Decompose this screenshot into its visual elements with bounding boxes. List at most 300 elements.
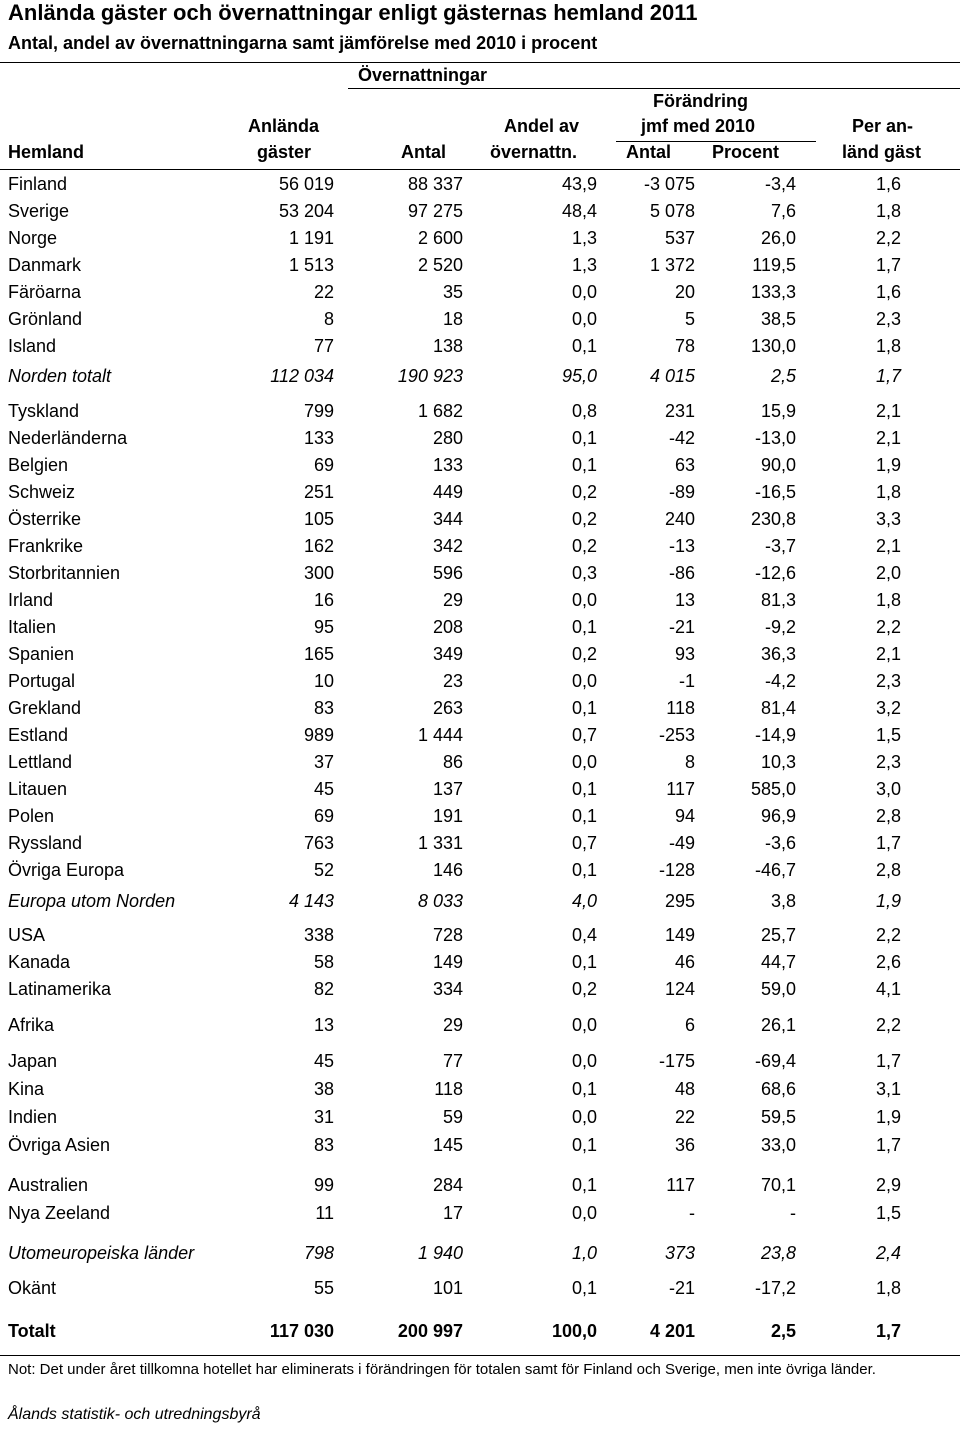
cell-anlanda-gaster: 16 bbox=[313, 590, 334, 610]
cell-forandring-procent: 68,6 bbox=[760, 1079, 796, 1099]
row-hemland: Grönland bbox=[8, 309, 83, 329]
cell-andel-av-overnattn: 100,0 bbox=[551, 1321, 597, 1341]
cell-forandring-antal: -21 bbox=[668, 1278, 695, 1298]
cell-forandring-antal: 295 bbox=[664, 891, 695, 911]
cell-anlanda-gaster: 22 bbox=[313, 282, 334, 302]
table-row bbox=[0, 225, 960, 252]
table-row bbox=[0, 1318, 960, 1345]
cell-antal-overnattningar: 29 bbox=[442, 590, 463, 610]
cell-anlanda-gaster: 45 bbox=[313, 1051, 334, 1071]
cell-forandring-antal: 117 bbox=[666, 1175, 695, 1195]
cell-forandring-antal: 46 bbox=[674, 952, 695, 972]
cell-forandring-antal: 22 bbox=[674, 1107, 695, 1127]
table-row bbox=[0, 587, 960, 614]
cell-andel-av-overnattn: 0,0 bbox=[571, 1203, 597, 1223]
top-rule bbox=[0, 62, 960, 63]
cell-antal-overnattningar: 146 bbox=[432, 860, 463, 880]
cell-forandring-procent: -4,2 bbox=[764, 671, 796, 691]
cell-andel-av-overnattn: 4,0 bbox=[571, 891, 597, 911]
cell-per-anland-gast: 2,3 bbox=[875, 752, 901, 772]
source-credit: Ålands statistik- och utredningsbyrå bbox=[8, 1406, 261, 1423]
cell-per-anland-gast: 2,3 bbox=[875, 671, 901, 691]
row-hemland: Norden totalt bbox=[8, 366, 112, 386]
row-hemland: Australien bbox=[8, 1175, 89, 1195]
cell-per-anland-gast: 1,9 bbox=[875, 455, 901, 475]
table-row bbox=[0, 479, 960, 506]
row-hemland: Europa utom Norden bbox=[8, 891, 176, 911]
cell-andel-av-overnattn: 0,0 bbox=[571, 752, 597, 772]
cell-forandring-antal: 240 bbox=[664, 509, 695, 529]
cell-anlanda-gaster: 83 bbox=[313, 698, 334, 718]
cell-forandring-procent: 59,5 bbox=[760, 1107, 796, 1127]
cell-forandring-procent: -9,2 bbox=[764, 617, 796, 637]
table-row bbox=[0, 560, 960, 587]
cell-per-anland-gast: 3,0 bbox=[875, 779, 901, 799]
cell-andel-av-overnattn: 0,7 bbox=[571, 725, 597, 745]
cell-anlanda-gaster: 165 bbox=[303, 644, 334, 664]
row-hemland: Totalt bbox=[8, 1321, 56, 1341]
cell-forandring-procent: 81,4 bbox=[760, 698, 796, 718]
row-hemland: Kanada bbox=[8, 952, 71, 972]
cell-andel-av-overnattn: 0,2 bbox=[571, 536, 597, 556]
table-row bbox=[0, 333, 960, 360]
footnote: Not: Det under året tillkomna hotellet har eliminerats i förändringen för totalen samt för Finland och Sverige, men inte övriga länder. bbox=[8, 1361, 876, 1378]
cell-andel-av-overnattn: 0,1 bbox=[571, 952, 597, 972]
cell-forandring-procent: 119,5 bbox=[752, 255, 796, 275]
cell-andel-av-overnattn: 0,0 bbox=[571, 1015, 597, 1035]
table-row bbox=[0, 1104, 960, 1131]
row-hemland: Island bbox=[8, 336, 57, 356]
cell-per-anland-gast: 2,2 bbox=[875, 1015, 901, 1035]
cell-forandring-procent: -3,6 bbox=[764, 833, 796, 853]
cell-per-anland-gast: 1,9 bbox=[875, 891, 901, 911]
cell-forandring-procent: -14,9 bbox=[754, 725, 796, 745]
cell-andel-av-overnattn: 0,1 bbox=[571, 336, 597, 356]
cell-forandring-antal: -13 bbox=[668, 536, 695, 556]
cell-andel-av-overnattn: 0,8 bbox=[571, 401, 597, 421]
cell-forandring-procent: 33,0 bbox=[760, 1135, 796, 1155]
header-forandring: Förändring bbox=[653, 91, 748, 111]
cell-andel-av-overnattn: 0,0 bbox=[571, 590, 597, 610]
table-row bbox=[0, 888, 960, 915]
cell-anlanda-gaster: 69 bbox=[313, 806, 334, 826]
cell-forandring-antal: 94 bbox=[674, 806, 695, 826]
cell-forandring-procent: 10,3 bbox=[760, 752, 796, 772]
header-per-1: Per an- bbox=[852, 116, 914, 136]
cell-antal-overnattningar: 88 337 bbox=[407, 174, 463, 194]
cell-antal-overnattningar: 17 bbox=[442, 1203, 463, 1223]
cell-forandring-antal: 63 bbox=[674, 455, 695, 475]
cell-per-anland-gast: 3,1 bbox=[875, 1079, 901, 1099]
cell-forandring-antal: 4 015 bbox=[649, 366, 695, 386]
cell-andel-av-overnattn: 0,1 bbox=[571, 1175, 597, 1195]
cell-forandring-procent: -12,6 bbox=[754, 563, 796, 583]
cell-antal-overnattningar: 59 bbox=[442, 1107, 463, 1127]
table-row bbox=[0, 1172, 960, 1199]
header-hemland: Hemland bbox=[8, 142, 85, 162]
cell-anlanda-gaster: 10 bbox=[313, 671, 334, 691]
cell-andel-av-overnattn: 0,2 bbox=[571, 644, 597, 664]
cell-anlanda-gaster: 77 bbox=[313, 336, 334, 356]
cell-andel-av-overnattn: 0,0 bbox=[571, 309, 597, 329]
cell-anlanda-gaster: 133 bbox=[303, 428, 334, 448]
cell-antal-overnattningar: 29 bbox=[442, 1015, 463, 1035]
cell-andel-av-overnattn: 1,3 bbox=[571, 255, 597, 275]
cell-antal-overnattningar: 596 bbox=[432, 563, 463, 583]
cell-anlanda-gaster: 83 bbox=[313, 1135, 334, 1155]
header-overnattningar: Övernattningar bbox=[358, 65, 488, 85]
cell-antal-overnattningar: 2 600 bbox=[417, 228, 463, 248]
cell-andel-av-overnattn: 95,0 bbox=[561, 366, 597, 386]
row-hemland: Kina bbox=[8, 1079, 45, 1099]
table-row bbox=[0, 1200, 960, 1227]
row-hemland: Utomeuropeiska länder bbox=[8, 1243, 195, 1263]
row-hemland: Polen bbox=[8, 806, 55, 826]
cell-forandring-antal: 48 bbox=[674, 1079, 695, 1099]
cell-andel-av-overnattn: 0,0 bbox=[571, 1051, 597, 1071]
cell-anlanda-gaster: 69 bbox=[313, 455, 334, 475]
cell-andel-av-overnattn: 0,1 bbox=[571, 1278, 597, 1298]
cell-anlanda-gaster: 13 bbox=[313, 1015, 334, 1035]
table-row bbox=[0, 641, 960, 668]
cell-forandring-antal: 36 bbox=[674, 1135, 695, 1155]
cell-antal-overnattningar: 86 bbox=[442, 752, 463, 772]
cell-forandring-antal: 20 bbox=[674, 282, 695, 302]
cell-per-anland-gast: 1,7 bbox=[875, 366, 901, 386]
cell-per-anland-gast: 1,7 bbox=[875, 833, 901, 853]
cell-forandring-antal: -128 bbox=[658, 860, 695, 880]
cell-forandring-procent: -13,0 bbox=[754, 428, 796, 448]
cell-andel-av-overnattn: 0,1 bbox=[571, 428, 597, 448]
cell-forandring-antal: 5 bbox=[684, 309, 695, 329]
cell-anlanda-gaster: 989 bbox=[303, 725, 334, 745]
cell-forandring-procent: 23,8 bbox=[760, 1243, 796, 1263]
cell-forandring-procent: 70,1 bbox=[760, 1175, 796, 1195]
table-row bbox=[0, 695, 960, 722]
table-row bbox=[0, 279, 960, 306]
header-anlanda-1: Anlända bbox=[248, 116, 320, 136]
cell-per-anland-gast: 2,2 bbox=[875, 228, 901, 248]
row-hemland: Spanien bbox=[8, 644, 75, 664]
cell-antal-overnattningar: 263 bbox=[432, 698, 463, 718]
cell-forandring-antal: -42 bbox=[668, 428, 695, 448]
table-row bbox=[0, 803, 960, 830]
cell-anlanda-gaster: 11 bbox=[315, 1203, 334, 1223]
cell-per-anland-gast: 2,1 bbox=[875, 536, 901, 556]
cell-forandring-procent: -3,4 bbox=[764, 174, 796, 194]
row-hemland: Okänt bbox=[8, 1278, 57, 1298]
cell-forandring-antal: 8 bbox=[684, 752, 695, 772]
row-hemland: Sverige bbox=[8, 201, 70, 221]
cell-antal-overnattningar: 284 bbox=[432, 1175, 463, 1195]
cell-per-anland-gast: 2,8 bbox=[875, 860, 901, 880]
row-hemland: Estland bbox=[8, 725, 69, 745]
cell-anlanda-gaster: 4 143 bbox=[288, 891, 334, 911]
cell-forandring-antal: -253 bbox=[658, 725, 695, 745]
cell-anlanda-gaster: 162 bbox=[303, 536, 334, 556]
cell-per-anland-gast: 3,2 bbox=[875, 698, 901, 718]
cell-anlanda-gaster: 82 bbox=[313, 979, 334, 999]
header-antal: Antal bbox=[401, 142, 446, 162]
table-row bbox=[0, 976, 960, 1003]
row-hemland: Litauen bbox=[8, 779, 68, 799]
cell-forandring-procent: 585,0 bbox=[750, 779, 796, 799]
row-hemland: Finland bbox=[8, 174, 68, 194]
cell-andel-av-overnattn: 0,2 bbox=[571, 509, 597, 529]
cell-forandring-antal: 78 bbox=[674, 336, 695, 356]
cell-anlanda-gaster: 95 bbox=[313, 617, 334, 637]
cell-per-anland-gast: 1,7 bbox=[875, 1321, 901, 1341]
cell-antal-overnattningar: 208 bbox=[432, 617, 463, 637]
cell-anlanda-gaster: 37 bbox=[313, 752, 334, 772]
cell-per-anland-gast: 2,6 bbox=[875, 952, 901, 972]
cell-antal-overnattningar: 97 275 bbox=[407, 201, 463, 221]
cell-andel-av-overnattn: 0,2 bbox=[571, 979, 597, 999]
row-hemland: Österrike bbox=[8, 509, 82, 529]
cell-per-anland-gast: 2,1 bbox=[875, 401, 901, 421]
cell-forandring-procent: 2,5 bbox=[770, 366, 796, 386]
row-hemland: Övriga Europa bbox=[8, 860, 125, 880]
cell-antal-overnattningar: 35 bbox=[442, 282, 463, 302]
cell-andel-av-overnattn: 0,0 bbox=[571, 671, 597, 691]
row-hemland: Ryssland bbox=[8, 833, 83, 853]
table-row bbox=[0, 198, 960, 225]
table-row bbox=[0, 614, 960, 641]
cell-andel-av-overnattn: 43,9 bbox=[561, 174, 597, 194]
cell-per-anland-gast: 2,8 bbox=[875, 806, 901, 826]
table-row bbox=[0, 506, 960, 533]
cell-antal-overnattningar: 190 923 bbox=[397, 366, 463, 386]
cell-forandring-antal: - bbox=[689, 1203, 695, 1223]
row-hemland: Frankrike bbox=[8, 536, 84, 556]
row-hemland: Färöarna bbox=[8, 282, 82, 302]
cell-andel-av-overnattn: 0,1 bbox=[571, 1135, 597, 1155]
cell-forandring-antal: -1 bbox=[678, 671, 695, 691]
cell-anlanda-gaster: 99 bbox=[313, 1175, 334, 1195]
row-hemland: Grekland bbox=[8, 698, 82, 718]
cell-antal-overnattningar: 728 bbox=[432, 925, 463, 945]
table-row bbox=[0, 1240, 960, 1267]
row-hemland: Portugal bbox=[8, 671, 76, 691]
cell-forandring-antal: 1 372 bbox=[649, 255, 695, 275]
table-row bbox=[0, 425, 960, 452]
table-row bbox=[0, 922, 960, 949]
table-row bbox=[0, 1012, 960, 1039]
cell-forandring-procent: 2,5 bbox=[770, 1321, 796, 1341]
cell-forandring-antal: 118 bbox=[666, 698, 695, 718]
cell-andel-av-overnattn: 48,4 bbox=[561, 201, 597, 221]
cell-forandring-antal: 4 201 bbox=[649, 1321, 695, 1341]
row-hemland: Lettland bbox=[8, 752, 73, 772]
cell-forandring-antal: -89 bbox=[668, 482, 695, 502]
cell-antal-overnattningar: 1 682 bbox=[417, 401, 463, 421]
cell-forandring-antal: 93 bbox=[674, 644, 695, 664]
cell-forandring-procent: 96,9 bbox=[760, 806, 796, 826]
cell-per-anland-gast: 1,8 bbox=[875, 201, 901, 221]
table-row bbox=[0, 398, 960, 425]
cell-andel-av-overnattn: 0,7 bbox=[571, 833, 597, 853]
cell-forandring-procent: -69,4 bbox=[754, 1051, 796, 1071]
header-per-2: länd gäst bbox=[842, 142, 922, 162]
cell-per-anland-gast: 2,4 bbox=[875, 1243, 901, 1263]
row-hemland: Danmark bbox=[8, 255, 82, 275]
row-hemland: Tyskland bbox=[8, 401, 80, 421]
cell-anlanda-gaster: 31 bbox=[313, 1107, 334, 1127]
cell-antal-overnattningar: 2 520 bbox=[417, 255, 463, 275]
table-row bbox=[0, 776, 960, 803]
cell-anlanda-gaster: 8 bbox=[323, 309, 334, 329]
cell-per-anland-gast: 1,6 bbox=[875, 174, 901, 194]
row-hemland: Italien bbox=[8, 617, 57, 637]
row-hemland: USA bbox=[8, 925, 46, 945]
cell-forandring-antal: 6 bbox=[684, 1015, 695, 1035]
header-jmf: jmf med 2010 bbox=[641, 116, 756, 136]
cell-antal-overnattningar: 101 bbox=[432, 1278, 463, 1298]
cell-antal-overnattningar: 1 444 bbox=[417, 725, 463, 745]
cell-antal-overnattningar: 200 997 bbox=[397, 1321, 463, 1341]
cell-antal-overnattningar: 1 940 bbox=[417, 1243, 463, 1263]
cell-forandring-antal: -3 075 bbox=[643, 174, 695, 194]
cell-forandring-procent: 15,9 bbox=[760, 401, 796, 421]
cell-per-anland-gast: 2,1 bbox=[875, 644, 901, 664]
row-hemland: Afrika bbox=[8, 1015, 55, 1035]
cell-per-anland-gast: 1,5 bbox=[875, 725, 901, 745]
cell-anlanda-gaster: 38 bbox=[313, 1079, 334, 1099]
cell-antal-overnattningar: 349 bbox=[432, 644, 463, 664]
cell-forandring-antal: 373 bbox=[664, 1243, 695, 1263]
cell-anlanda-gaster: 45 bbox=[313, 779, 334, 799]
cell-forandring-antal: -175 bbox=[658, 1051, 695, 1071]
table-row bbox=[0, 949, 960, 976]
cell-antal-overnattningar: 23 bbox=[442, 671, 463, 691]
cell-anlanda-gaster: 55 bbox=[313, 1278, 334, 1298]
cell-andel-av-overnattn: 0,1 bbox=[571, 779, 597, 799]
cell-forandring-procent: 7,6 bbox=[770, 201, 796, 221]
cell-per-anland-gast: 3,3 bbox=[875, 509, 901, 529]
cell-forandring-procent: -46,7 bbox=[754, 860, 796, 880]
table-row bbox=[0, 749, 960, 776]
cell-anlanda-gaster: 763 bbox=[303, 833, 334, 853]
table-row bbox=[0, 452, 960, 479]
cell-forandring-antal: 13 bbox=[674, 590, 695, 610]
cell-anlanda-gaster: 56 019 bbox=[278, 174, 334, 194]
cell-andel-av-overnattn: 1,0 bbox=[571, 1243, 597, 1263]
cell-forandring-procent: 130,0 bbox=[750, 336, 796, 356]
cell-forandring-antal: -21 bbox=[668, 617, 695, 637]
cell-per-anland-gast: 1,7 bbox=[875, 1135, 901, 1155]
cell-per-anland-gast: 2,1 bbox=[875, 428, 901, 448]
cell-per-anland-gast: 2,2 bbox=[875, 617, 901, 637]
cell-andel-av-overnattn: 0,1 bbox=[571, 806, 597, 826]
cell-per-anland-gast: 1,8 bbox=[875, 1278, 901, 1298]
header-overnattningar-rule bbox=[348, 88, 960, 89]
cell-per-anland-gast: 1,8 bbox=[875, 482, 901, 502]
cell-anlanda-gaster: 53 204 bbox=[278, 201, 334, 221]
cell-antal-overnattningar: 344 bbox=[432, 509, 463, 529]
cell-antal-overnattningar: 334 bbox=[432, 979, 463, 999]
cell-forandring-procent: 59,0 bbox=[760, 979, 796, 999]
cell-anlanda-gaster: 1 191 bbox=[288, 228, 334, 248]
row-hemland: Storbritannien bbox=[8, 563, 121, 583]
cell-per-anland-gast: 1,5 bbox=[875, 1203, 901, 1223]
cell-andel-av-overnattn: 0,1 bbox=[571, 698, 597, 718]
row-hemland: Latinamerika bbox=[8, 979, 112, 999]
table-row bbox=[0, 722, 960, 749]
row-hemland: Övriga Asien bbox=[8, 1135, 111, 1155]
cell-anlanda-gaster: 52 bbox=[313, 860, 334, 880]
cell-antal-overnattningar: 133 bbox=[432, 455, 463, 475]
header-forandring-antal: Antal bbox=[626, 142, 671, 162]
cell-antal-overnattningar: 137 bbox=[432, 779, 463, 799]
header-anlanda-2: gäster bbox=[257, 142, 312, 162]
cell-forandring-procent: 90,0 bbox=[760, 455, 796, 475]
table-row bbox=[0, 1132, 960, 1159]
cell-forandring-antal: 124 bbox=[664, 979, 695, 999]
cell-anlanda-gaster: 1 513 bbox=[288, 255, 334, 275]
cell-antal-overnattningar: 8 033 bbox=[417, 891, 463, 911]
header-rule bbox=[0, 169, 960, 170]
row-hemland: Schweiz bbox=[8, 482, 76, 502]
page-subtitle: Antal, andel av övernattningarna samt jämförelse med 2010 i procent bbox=[8, 33, 598, 53]
table-row bbox=[0, 306, 960, 333]
table-row bbox=[0, 171, 960, 198]
cell-forandring-procent: -17,2 bbox=[754, 1278, 796, 1298]
cell-forandring-antal: -86 bbox=[668, 563, 695, 583]
cell-forandring-procent: - bbox=[790, 1203, 796, 1223]
cell-forandring-antal: 5 078 bbox=[649, 201, 695, 221]
cell-andel-av-overnattn: 0,1 bbox=[571, 860, 597, 880]
cell-per-anland-gast: 1,9 bbox=[875, 1107, 901, 1127]
row-hemland: Belgien bbox=[8, 455, 69, 475]
cell-antal-overnattningar: 191 bbox=[432, 806, 463, 826]
cell-anlanda-gaster: 300 bbox=[303, 563, 334, 583]
cell-forandring-antal: 149 bbox=[664, 925, 695, 945]
cell-per-anland-gast: 2,3 bbox=[875, 309, 901, 329]
cell-antal-overnattningar: 449 bbox=[432, 482, 463, 502]
cell-forandring-procent: 3,8 bbox=[770, 891, 796, 911]
cell-forandring-procent: -3,7 bbox=[764, 536, 796, 556]
cell-per-anland-gast: 2,0 bbox=[875, 563, 901, 583]
cell-forandring-antal: 537 bbox=[664, 228, 695, 248]
cell-andel-av-overnattn: 0,0 bbox=[571, 1107, 597, 1127]
cell-forandring-procent: 36,3 bbox=[760, 644, 796, 664]
cell-andel-av-overnattn: 0,0 bbox=[571, 282, 597, 302]
cell-forandring-procent: -16,5 bbox=[754, 482, 796, 502]
cell-andel-av-overnattn: 0,2 bbox=[571, 482, 597, 502]
cell-antal-overnattningar: 18 bbox=[442, 309, 463, 329]
cell-andel-av-overnattn: 0,1 bbox=[571, 1079, 597, 1099]
cell-anlanda-gaster: 251 bbox=[303, 482, 334, 502]
table-row bbox=[0, 857, 960, 884]
header-andel-2: övernattn. bbox=[490, 142, 578, 162]
cell-forandring-procent: 133,3 bbox=[750, 282, 796, 302]
cell-andel-av-overnattn: 0,1 bbox=[571, 617, 597, 637]
cell-antal-overnattningar: 77 bbox=[442, 1051, 463, 1071]
cell-forandring-antal: -49 bbox=[668, 833, 695, 853]
cell-forandring-procent: 38,5 bbox=[760, 309, 796, 329]
cell-per-anland-gast: 2,9 bbox=[875, 1175, 901, 1195]
cell-per-anland-gast: 1,7 bbox=[875, 255, 901, 275]
header-forandring-procent: Procent bbox=[712, 142, 780, 162]
cell-andel-av-overnattn: 0,4 bbox=[571, 925, 597, 945]
cell-per-anland-gast: 2,2 bbox=[875, 925, 901, 945]
table-row bbox=[0, 252, 960, 279]
cell-anlanda-gaster: 105 bbox=[303, 509, 334, 529]
cell-andel-av-overnattn: 0,1 bbox=[571, 455, 597, 475]
cell-forandring-procent: 25,7 bbox=[760, 925, 796, 945]
cell-antal-overnattningar: 342 bbox=[432, 536, 463, 556]
cell-forandring-antal: 231 bbox=[664, 401, 695, 421]
